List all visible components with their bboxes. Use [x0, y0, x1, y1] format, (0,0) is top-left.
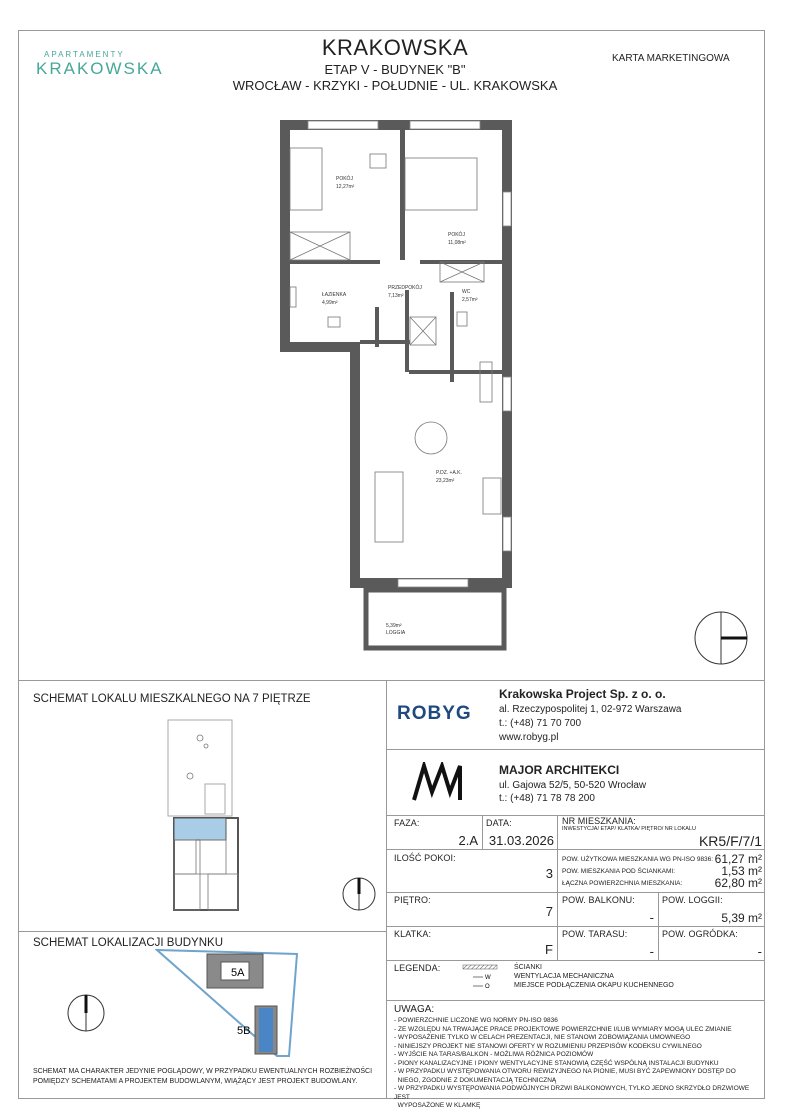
hatch-icon	[463, 965, 497, 969]
building-5b-label: 5B	[237, 1025, 251, 1037]
floor-schema	[160, 718, 250, 914]
pokoi-label: ILOŚĆ POKOI:	[394, 853, 456, 863]
schema-disclaimer: SCHEMAT MA CHARAKTER JEDYNIE POGLĄDOWY, W PRZYPADKU EWENTUALNYCH ROZBIEŻNOŚCI POMIĘDZY SCHEMATAMI A PROJEKTEM BUDOWLANYM, WIĄŻĄCY JEST PROJEKT BUDOWLANY.	[33, 1068, 373, 1085]
room-label-loggia: LOGGIA	[386, 630, 406, 636]
floor-plan	[270, 112, 530, 652]
note-line: - NINIEJSZY PROJEKT NIE STANOWI OFERTY W ROZUMIENIU PRZEPISÓW KODEKSU CYWILNEGO	[394, 1042, 702, 1050]
architect-name: MAJOR ARCHITEKCI	[499, 763, 620, 777]
pietro-value: 7	[545, 904, 553, 919]
robyg-logo: ROBYG	[397, 703, 472, 724]
divider-col-data	[557, 815, 558, 960]
room-area-hall: 7,13m²	[388, 293, 404, 299]
note-line: NIEGO, ZGODNIE Z DOKUMENTACJĄ TECHNICZNĄ	[394, 1076, 557, 1084]
balkon-label: POW. BALKONU:	[562, 895, 635, 905]
room-area-bedroom-2: 11,08m²	[448, 240, 466, 246]
note-line: WYPOSAŻONE W KLAMKĘ	[394, 1102, 481, 1109]
room-label-bathroom: ŁAZIENKA	[322, 292, 347, 298]
room-label-bedroom-1: POKÓJ	[336, 176, 353, 182]
nr-label: NR MIESZKANIA:	[562, 816, 636, 826]
developer-web: www.robyg.pl	[499, 732, 559, 743]
note-line: - PIONY KANALIZACYJNE I PIONY WENTYLACYJNE STANOWIĄ CZĘŚĆ WSPÓLNĄ INSTALACJI BUDYNKU	[394, 1059, 719, 1067]
divider-col-loggia	[658, 892, 659, 960]
note-line: - POWIERZCHNIE LICZONE WG NORMY PN-ISO 9836	[394, 1017, 558, 1024]
divider-col-faza	[482, 815, 483, 849]
card-type: KARTA MARKETINGOWA	[612, 53, 730, 64]
notes-list	[394, 1017, 760, 1111]
klatka-value: F	[545, 942, 553, 957]
laczna-value: 62,80 m²	[714, 876, 762, 890]
divider-row3	[386, 892, 765, 893]
uzytkowa-label: POW. UŻYTKOWA MIESZKANIA WG PN-ISO 9836:	[562, 856, 714, 863]
loggia-label: POW. LOGGII:	[662, 895, 723, 905]
plan-windows	[308, 121, 511, 587]
notes-label: UWAGA:	[394, 1004, 435, 1015]
divider-row2	[386, 849, 765, 850]
divider-left-mid	[18, 931, 386, 932]
legend-label: LEGENDA:	[394, 963, 441, 973]
page-subtitle-address: WROCŁAW - KRZYKI - POŁUDNIE - UL. KRAKOWSKA	[232, 78, 558, 93]
legend-symbols	[455, 964, 505, 994]
developer-phone: t.: (+48) 71 70 700	[499, 718, 582, 729]
floor-schema-title: SCHEMAT LOKALU MIESZKALNEGO NA 7 PIĘTRZE	[33, 693, 311, 705]
divider-dev-arch	[386, 749, 765, 750]
klatka-label: KLATKA:	[394, 929, 432, 939]
room-area-bathroom: 4,99m²	[322, 300, 338, 306]
note-line: - W PRZYPADKU WYSTĘPOWANIA PODWÓJNYCH DRZWI BALKONOWYCH, TYLKO JEDNO SKRZYDŁO DRZWIOWE JEST	[394, 1085, 750, 1101]
taras-label: POW. TARASU:	[562, 929, 628, 939]
room-label-hall: PRZEDPOKÓJ	[388, 285, 422, 291]
legend-item-hood: MIEJSCE PODŁĄCZENIA OKAPU KUCHENNEGO	[514, 982, 674, 989]
loggia-value: 5,39 m²	[721, 911, 762, 925]
faza-label: FAZA:	[394, 818, 420, 828]
room-label-wc: WC	[462, 289, 471, 295]
architect-logo-icon	[410, 762, 464, 802]
nr-sublabel: INWESTYCJA/ ETAP/ KLATKA/ PIĘTRO/ NR LOKALU	[562, 826, 696, 832]
data-label: DATA:	[486, 818, 512, 828]
room-area-wc: 2,57m²	[462, 297, 478, 303]
note-line: - ZE WZGLĘDU NA TRWAJĄCE PRACE PROJEKTOWE POWIERZCHNIE I/LUB WYMIARY MOGĄ ULEC ZMIANIE	[394, 1025, 732, 1033]
note-line: - WYJŚCIE NA TARAS/BALKON - MOŻLIWA RÓŻNICA POZIOMÓW	[394, 1051, 594, 1058]
location-north-arrow-icon	[66, 993, 106, 1033]
legend-item-walls: ŚCIANKI	[514, 964, 543, 971]
location-schema	[155, 948, 305, 1060]
ogrodek-value: -	[757, 944, 762, 959]
taras-value: -	[649, 944, 654, 959]
balkon-value: -	[649, 910, 654, 925]
brand-logo-small: APARTAMENTY	[44, 50, 125, 59]
page-subtitle-stage: ETAP V - BUDYNEK "B"	[324, 62, 466, 77]
legend-item-ventilation: WENTYLACJA MECHANICZNA	[514, 973, 614, 980]
legend-sym-o: O	[485, 984, 490, 990]
pietro-label: PIĘTRO:	[394, 895, 431, 905]
divider-row4	[386, 926, 765, 927]
developer-address: al. Rzeczypospolitej 1, 02-972 Warszawa	[499, 704, 682, 715]
room-area-loggia: 5,39m²	[386, 623, 402, 629]
pod-scian-value: 1,53 m²	[721, 864, 762, 878]
note-line: - WYPOSAŻENIE TYLKO W CELACH PREZENTACJI, NIE STANOWI ZOBOWIĄZANIA UMOWNEGO	[394, 1034, 691, 1041]
pod-scian-label: POW. MIESZKANIA POD ŚCIANKAMI:	[562, 868, 676, 875]
data-value: 31.03.2026	[488, 833, 554, 848]
uzytkowa-value: 61,27 m²	[714, 852, 762, 866]
divider-main	[18, 680, 765, 681]
room-area-bedroom-1: 12,27m²	[336, 184, 355, 190]
location-schema-title: SCHEMAT LOKALIZACJI BUDYNKU	[33, 937, 224, 949]
brand-logo-big: KRAKOWSKA	[36, 59, 164, 78]
legend-sym-w: W	[485, 975, 491, 981]
nr-value: KR5/F/7/1	[698, 833, 762, 849]
plan-loggia	[366, 590, 504, 648]
pokoi-value: 3	[545, 866, 553, 881]
laczna-label: ŁĄCZNA POWIERZCHNIA MIESZKANIA:	[562, 880, 683, 887]
room-area-living: 23,23m²	[436, 478, 455, 484]
brand-logo	[36, 50, 176, 79]
page-title: KRAKOWSKA	[321, 35, 469, 60]
schema-north-arrow-icon	[341, 876, 377, 912]
divider-left-right	[386, 680, 387, 1099]
divider-row6	[386, 1000, 765, 1001]
note-line: - W PRZYPADKU WYSTĘPOWANIA OTWORU REWIZYJNEGO NA PIONIE, MUSI BYĆ ZAPEWNIONY DOSTĘP DO	[394, 1068, 736, 1075]
ogrodek-label: POW. OGRÓDKA:	[662, 929, 738, 939]
developer-name: Krakowska Project Sp. z o. o.	[499, 687, 666, 701]
faza-value: 2.A	[458, 833, 478, 848]
north-arrow-icon	[693, 610, 749, 666]
room-label-bedroom-2: POKÓJ	[448, 232, 465, 238]
room-label-living: P.DZ. +A.K.	[436, 470, 462, 476]
architect-phone: t.: (+48) 71 78 78 200	[499, 793, 595, 804]
architect-address: ul. Gajowa 52/5, 50-520 Wrocław	[499, 780, 647, 791]
divider-row5	[386, 960, 765, 961]
building-5a-label: 5A	[231, 967, 245, 979]
